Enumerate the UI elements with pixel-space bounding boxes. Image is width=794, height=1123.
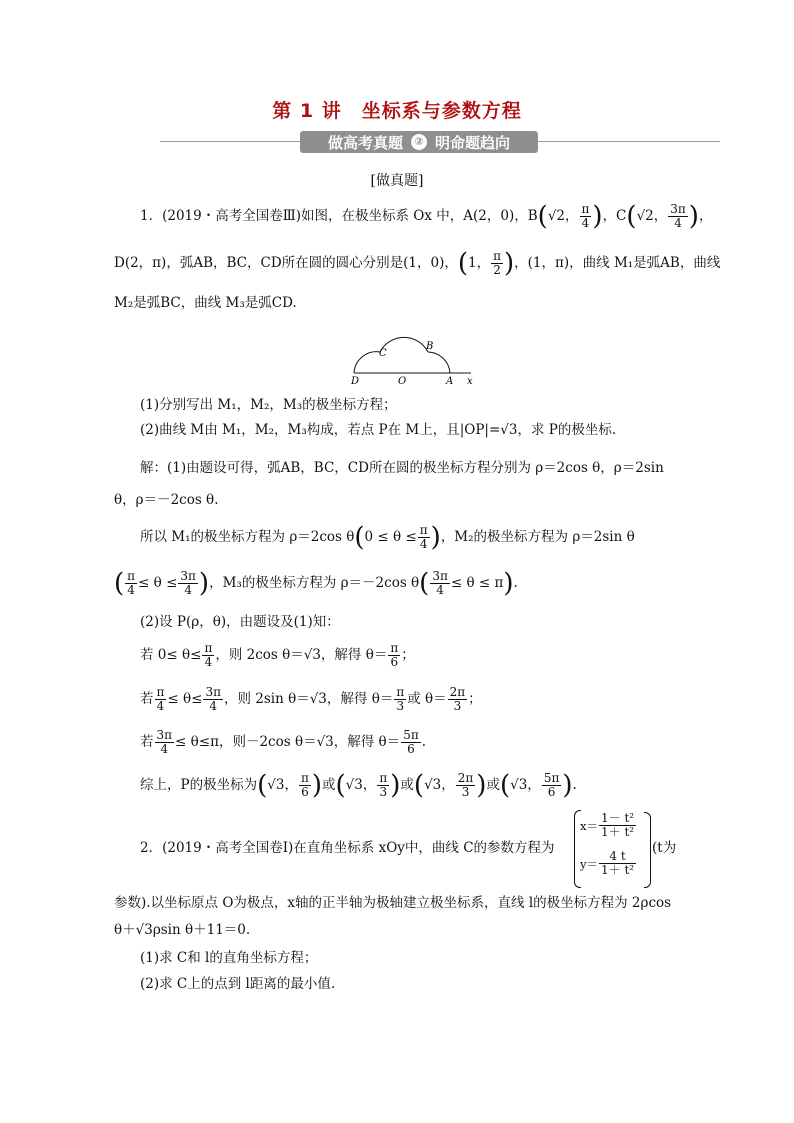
q1-text: ，(1，π)，曲线 M₁是弧AB，曲线 [514, 255, 721, 271]
q1-text: 1．(2019・高考全国卷Ⅲ)如图，在极坐标系 Ox 中，A(2，0)，B [140, 208, 538, 224]
q1-text: . [572, 777, 577, 793]
fraction: $\frac{\pi}{4}$ [204, 641, 213, 669]
fraction: $\frac{\pi}{4}$ [419, 523, 428, 551]
q1-text: 所以 M₁的极坐标方程为 ρ＝2cos θ [140, 529, 355, 545]
param-close [644, 812, 651, 888]
banner-label [300, 131, 538, 153]
q1-text: 若 [140, 734, 154, 750]
fraction: $\frac{\pi}{4}$ [581, 202, 590, 230]
q1-part-2: (2)曲线 M由 M₁，M₂，M₃构成，若点 P在 M上，且|OP|=√3，求 P的极坐标. [140, 422, 617, 438]
label-a: A [446, 376, 454, 387]
q1-text: ≤ θ≤ [167, 691, 203, 707]
q1-text: 若 [140, 691, 154, 707]
q1-solution-5: (2)设 P(ρ，θ)，由题设及(1)知： [140, 614, 340, 630]
q1-text: ，M₂的极坐标方程为 ρ＝2sin θ [440, 529, 635, 545]
q1-text: √3， [345, 777, 377, 793]
label-b: B [426, 341, 434, 352]
fraction: $\frac{3\pi}{4}$ [180, 569, 196, 597]
q1-text: ； [401, 647, 415, 663]
q2-line-1 [140, 838, 555, 858]
q1-solution-1: 解：(1)由题设可得，弧AB，BC，CD所在圆的极坐标方程分别为 ρ＝2cos θ，ρ＝2sin [140, 460, 664, 476]
fraction: $\frac{\pi}{6}$ [300, 771, 309, 799]
fraction: $\frac{3\pi}{4}$ [205, 685, 221, 713]
q1-text: 1， [468, 255, 491, 271]
q1-solution-9: 综上，P的极坐标为(√3， $\frac{\pi}{6}$ )或(√3， $\frac{\pi}{3}$ )或(√3， $\frac{2\pi}{3}$ )或(√3， $\frac{5\pi}{6}$ ). [140, 770, 577, 801]
arc-cd [354, 352, 380, 373]
fraction: $\frac{2\pi}{3}$ [457, 771, 474, 799]
q1-solution-8 [140, 729, 426, 756]
fraction: $\frac{5\pi}{6}$ [403, 728, 419, 756]
banner-left: 做高考真题 [327, 133, 403, 152]
fraction: $\frac{\pi}{4}$ [156, 685, 165, 713]
q1-text: 或 θ＝ [407, 691, 447, 707]
q1-text: ， [698, 208, 713, 224]
fraction: $\frac{\pi}{3}$ [379, 771, 388, 799]
banner-number-icon: ② [411, 134, 427, 150]
q1-text: ≤ θ≤π，则－2cos θ＝√3，解得 θ＝ [175, 734, 401, 750]
q1-solution-7 [140, 686, 482, 713]
label-c: C [379, 348, 387, 359]
arc-bc [380, 337, 428, 352]
q1-text: 0 ≤ θ ≤ [364, 529, 417, 545]
arc-figure [346, 318, 476, 390]
q1-text: . [421, 734, 427, 750]
fraction: $\frac{\pi}{2}$ [493, 249, 501, 277]
q1-line-1: 1．(2019・高考全国卷Ⅲ)如图，在极坐标系 Ox 中，A(2，0)，B(√2， $\frac{\pi}{4}$ )，C(√2， $\frac{3\pi}{4}$ )， [140, 201, 713, 232]
q2-line-1b: (t为 [652, 840, 677, 856]
param-equations [574, 806, 654, 888]
page-title: 第 1 讲 坐标系与参数方程 [272, 100, 522, 122]
q2-text: 2．(2019・高考全国卷Ⅰ)在直角坐标系 xOy中，曲线 C的参数方程为 [140, 840, 555, 856]
fraction: $\frac{\pi}{4}$ [127, 569, 136, 597]
q1-text: √3， [424, 777, 455, 793]
label-d: D [351, 376, 360, 387]
q1-solution-2: θ，ρ＝－2cos θ. [114, 492, 219, 508]
q2-part-2: (2)求 C上的点到 l距离的最小值. [140, 976, 336, 992]
fraction: $\frac{\pi}{3}$ [396, 685, 405, 713]
q1-text: ≤ θ ≤ π [450, 575, 504, 591]
q1-text: 或 [486, 777, 500, 793]
q1-text: 综上，P的极坐标为 [140, 777, 258, 793]
q2-line-3: θ＋√3ρsin θ＋11＝0. [114, 922, 251, 938]
q1-text: 若 0≤ θ≤ [140, 647, 202, 663]
q1-text: ，C [602, 208, 627, 224]
q1-solution-4: ( $\frac{\pi}{4}$ ≤ θ ≤ $\frac{3\pi}{4}$ )，M₃的极坐标方程为 ρ＝－2cos θ( $\frac{3\pi}{4}$ ≤ θ ≤ π). [114, 568, 518, 599]
section-banner [160, 128, 720, 156]
fraction: $\frac{\pi}{6}$ [390, 641, 399, 669]
q1-line-2: D(2，π)，弧AB，BC，CD所在圆的圆心分别是(1，0)，(1， $\frac{\pi}{2}$ )，(1，π)，曲线 M₁是弧AB，曲线 [114, 248, 721, 279]
q1-text: . [513, 575, 518, 591]
fraction: $\frac{2\pi}{3}$ [449, 685, 466, 713]
fraction: $\frac{3\pi}{4}$ [156, 728, 173, 756]
fraction: $\frac{5\pi}{6}$ [543, 771, 560, 799]
q2-line-2: 参数).以坐标原点 O为极点，x轴的正半轴为极轴建立极坐标系，直线 l的极坐标方程为 2ρcos [114, 895, 672, 911]
sqrt2: √2， [547, 208, 579, 224]
fraction: $\frac{3\pi}{4}$ [432, 569, 448, 597]
q1-text: ，则 2cos θ＝√3，解得 θ＝ [215, 647, 388, 663]
banner-right: 明命题趋向 [435, 133, 511, 152]
q1-text: ，M₃的极坐标方程为 ρ＝－2cos θ [209, 575, 420, 591]
q1-solution-6 [140, 642, 415, 669]
q1-text: ≤ θ ≤ [138, 575, 178, 591]
q1-text: √3， [510, 777, 541, 793]
x-equation: x＝ $\frac{\text{1－ t²}}{\text{1＋ t²}}$ [580, 811, 635, 839]
q1-part-1: (1)分别写出 M₁，M₂，M₃的极坐标方程； [140, 397, 397, 413]
q1-text: √3， [267, 777, 298, 793]
q1-line-3: M₂是弧BC，曲线 M₃是弧CD. [114, 295, 297, 311]
fraction: $\frac{3\pi}{4}$ [670, 202, 686, 230]
q1-text: ，则 2sin θ＝√3，解得 θ＝ [223, 691, 394, 707]
q2-part-1: (1)求 C和 l的直角坐标方程； [140, 950, 318, 966]
arc-ab [428, 352, 450, 373]
q1-text: 或 [322, 777, 336, 793]
q1-text: 或 [400, 777, 414, 793]
q1-text: D(2，π)，弧AB，BC，CD所在圆的圆心分别是(1，0)， [114, 255, 458, 271]
q1-solution-3: 所以 M₁的极坐标方程为 ρ＝2cos θ(0 ≤ θ ≤ $\frac{\pi}{4}$ )，M₂的极坐标方程为 ρ＝2sin θ [140, 522, 635, 553]
q1-text: ； [468, 691, 482, 707]
section-heading: [做真题] [370, 173, 424, 189]
y-equation: y＝ $\frac{4 t}{\text{1＋ t²}}$ [580, 849, 635, 877]
sqrt2: √2， [636, 208, 668, 224]
label-o: O [398, 376, 407, 387]
label-x: x [467, 376, 473, 387]
